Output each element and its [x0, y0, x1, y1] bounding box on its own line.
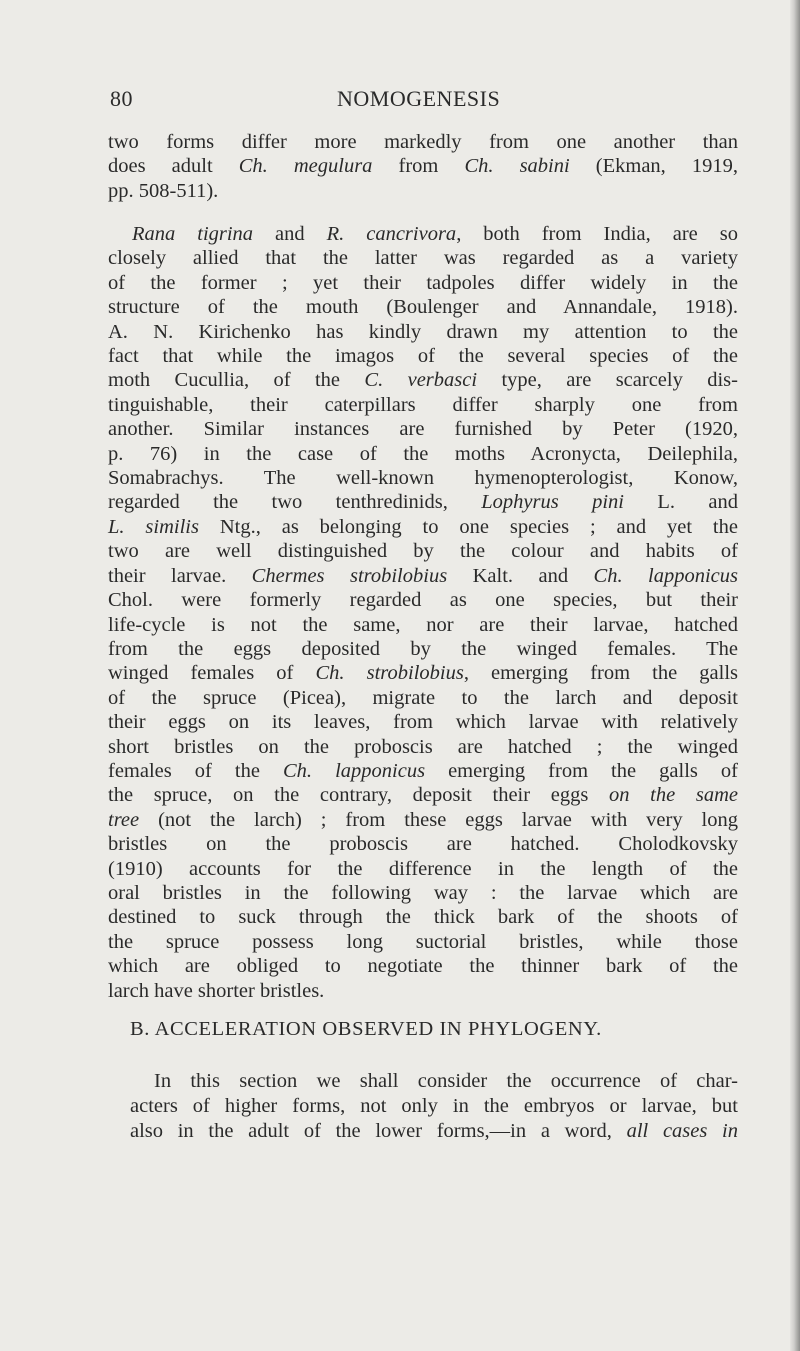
text-line [108, 881, 738, 905]
text-run: their eggs on its leaves, from which larvae with relatively [108, 711, 738, 734]
italic-text: Rana tigrina [132, 223, 254, 245]
text-line [108, 466, 738, 490]
text-run: of the former ; yet their tadpoles differ widely in the [108, 271, 738, 294]
text-run: and [253, 223, 327, 245]
text-line [108, 515, 738, 539]
text-run: fact that while the imagos of the several species of the [108, 345, 738, 368]
text-line [108, 222, 738, 246]
text-line [108, 246, 738, 270]
text-line [108, 832, 738, 856]
text-run: life-cycle is not the same, nor are their larvae, hatched [108, 613, 738, 636]
text-line [108, 954, 738, 978]
text-run: which are obliged to negotiate the thinner bark of the [108, 955, 738, 978]
text-run: their larvae. [108, 564, 252, 587]
text-run: also in the adult of the lower forms,—in a word, [130, 1120, 627, 1142]
text-line [108, 539, 738, 563]
text-run: from the eggs deposited by the winged females. The [108, 637, 738, 660]
text-run: another. Similar instances are furnished by Peter (1920, [108, 418, 738, 441]
text-run: (not the larch) ; from these eggs larvae with very long [139, 808, 738, 831]
italic-text: all cases in [626, 1120, 738, 1142]
text-line [108, 759, 738, 783]
text-line [130, 1094, 738, 1119]
text-line [108, 154, 738, 178]
text-run: two are well distinguished by the colour and habits of [108, 540, 738, 563]
text-run: regarded the two tenthredinids, [108, 491, 482, 514]
text-line [108, 368, 738, 392]
text-run: Somabrachys. The well-known hymenopterologist, Konow, [108, 467, 738, 490]
text-run: Chol. were formerly regarded as one species, but their [108, 589, 738, 612]
text-line [108, 320, 738, 344]
italic-text: Ch. lapponicus [282, 759, 426, 782]
text-line [108, 295, 738, 319]
italic-text: L. similis [108, 515, 199, 538]
italic-text: Ch. sabini [464, 155, 570, 178]
text-run: bristles on the proboscis are hatched. Cholodkovsky [108, 833, 738, 856]
text-line [108, 686, 738, 710]
text-line [108, 783, 738, 807]
text-line [108, 808, 738, 832]
text-run: destined to suck through the thick bark of the shoots of [108, 906, 738, 929]
text-run: closely allied that the latter was regarded as a variety [108, 247, 738, 270]
text-run: p. 76) in the case of the moths Acronycta, Deilephila, [108, 442, 738, 465]
text-run: oral bristles in the following way : the larvae which are [108, 881, 738, 904]
italic-text: Ch. strobilobius [315, 662, 464, 685]
italic-text: Ch. lapponicus [593, 564, 738, 587]
text-run: , emerging from the galls [463, 662, 738, 685]
text-run: the spruce, on the contrary, deposit their eggs [108, 784, 609, 807]
italic-text: Lophyrus pini [481, 491, 624, 514]
text-run: A. N. Kirichenko has kindly drawn my attention to the [108, 320, 738, 343]
text-line [108, 271, 738, 295]
text-run: tinguishable, their caterpillars differ sharply one from [108, 393, 738, 416]
text-run: L. and [623, 491, 738, 514]
text-run: two forms differ more markedly from one another than [108, 131, 738, 153]
text-run: (Ekman, 1919, [569, 155, 738, 178]
text-run: Ntg., as belonging to one species ; and yet the [198, 515, 738, 538]
text-line [108, 613, 738, 637]
text-run: acters of higher forms, not only in the embryos or larvae, but [130, 1095, 738, 1117]
text-run: type, are scarcely dis- [477, 369, 738, 392]
italic-text: Chermes strobilobius [251, 564, 448, 587]
running-title: NOMOGENESIS [337, 86, 501, 111]
italic-text: on the same [608, 784, 738, 807]
text-run: structure of the mouth (Boulenger and Annandale, 1918). [108, 296, 738, 319]
text-line [108, 179, 738, 203]
text-line [108, 930, 738, 954]
text-line [108, 905, 738, 929]
text-line [130, 1069, 738, 1094]
text-run: larch have shorter bristles. [108, 979, 325, 1002]
text-line [108, 130, 738, 154]
text-line [130, 1119, 738, 1144]
text-run: In this section we shall consider the occurrence of char- [154, 1070, 738, 1092]
text-run: emerging from the galls of [425, 759, 738, 782]
text-run: from [372, 155, 465, 178]
text-run: females of the [108, 759, 283, 782]
text-line [108, 564, 738, 588]
text-line [108, 393, 738, 417]
text-line [108, 417, 738, 441]
page-number: 80 [110, 86, 133, 111]
paragraph-2 [108, 222, 738, 1003]
text-run: Kalt. and [447, 564, 594, 587]
text-line [108, 490, 738, 514]
italic-text: Ch. megulura [238, 155, 373, 178]
text-line [108, 710, 738, 734]
text-run: the spruce possess long suctorial bristles, while those [108, 930, 738, 953]
text-run: moth Cucullia, of the [108, 369, 365, 392]
italic-text: C. verbasci [364, 369, 478, 392]
text-line [108, 344, 738, 368]
text-run: winged females of [108, 662, 316, 685]
text-run: does adult [108, 155, 239, 178]
text-line [108, 442, 738, 466]
text-run: , both from India, are so [456, 223, 738, 245]
text-run: pp. 508-511). [108, 179, 219, 202]
text-line [108, 857, 738, 881]
text-run: of the spruce (Picea), migrate to the larch and deposit [108, 686, 738, 709]
paragraph-1 [108, 130, 738, 203]
italic-text: R. cancrivora [326, 223, 457, 245]
text-line [108, 637, 738, 661]
page-edge-shadow [790, 0, 800, 1351]
paragraph-3 [130, 1069, 738, 1144]
text-run: short bristles on the proboscis are hatched ; the winged [108, 735, 738, 758]
text-line [108, 735, 738, 759]
text-line [108, 979, 738, 1003]
italic-text: tree [108, 808, 140, 831]
text-run: (1910) accounts for the difference in the length of the [108, 857, 738, 880]
section-heading: B. ACCELERATION OBSERVED IN PHYLOGENY. [130, 1018, 602, 1040]
text-line [108, 661, 738, 685]
text-line [108, 588, 738, 612]
